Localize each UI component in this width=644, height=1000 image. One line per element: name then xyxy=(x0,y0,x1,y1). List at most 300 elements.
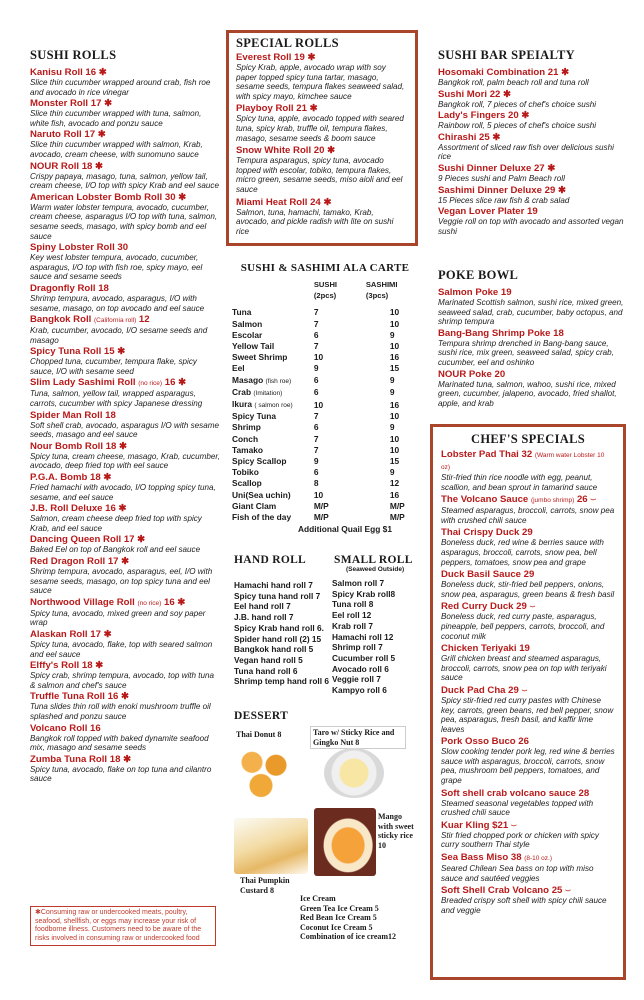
menu-item xyxy=(30,242,220,282)
taro-sticky-rice-label xyxy=(310,726,406,749)
menu-item-description: Shrimp tempura, avocado, asparagus, I/O with sesame, masago, on top avocado and eel sauce xyxy=(30,293,205,313)
menu-item-name xyxy=(236,145,408,156)
alacarte-item-title: Giant Clam xyxy=(232,500,277,511)
menu-item-description: Seared Chilean Sea bass on top with miso sauce and sautéed veggies xyxy=(441,864,594,883)
raw-warning-icon: ✱ xyxy=(98,67,107,78)
small-roll-item: Cucumber roll 5 xyxy=(332,652,396,663)
menu-item xyxy=(30,503,220,533)
hand-roll-item: J.B. hand roll 7 xyxy=(234,612,294,623)
alacarte-row xyxy=(232,445,418,456)
alacarte-row xyxy=(232,352,418,363)
chili-pepper-icon: ⌣ xyxy=(590,494,597,505)
item-title: Pork Osso Buco 26 xyxy=(441,736,529,748)
sushi-price: 8 xyxy=(313,478,319,489)
item-title: P.G.A. Bomb 18 xyxy=(30,472,101,484)
menu-item xyxy=(30,534,220,555)
alacarte-item-note: ( salmon roe) xyxy=(254,402,293,410)
item-title: Spiny Lobster Roll 30 xyxy=(30,242,129,254)
menu-item xyxy=(438,89,628,110)
menu-item-description: Spicy tuna, avocado, flake, top with seared salmon and eel sauce xyxy=(30,639,213,659)
item-title: Soft shell crab volcano sauce 28 xyxy=(441,787,590,799)
section-title: SUSHI ROLLS xyxy=(30,48,117,62)
item-price: 12 xyxy=(138,314,150,326)
menu-item-name xyxy=(438,67,628,78)
menu-item-description: Salmon, tuna, hamachi, tamako, Krab, avocado, and pickle radish with lite on sushi rice xyxy=(236,207,394,236)
menu-item-description: Boneless duck, red curry paste, asparagus, pineapple, bell peppers, carrots, broccoli, and coconut milk xyxy=(441,612,605,641)
menu-item-name xyxy=(30,534,220,545)
menu-item-description: Steamed seasonal vegetables topped with crushed chili sauce xyxy=(441,798,594,818)
mango-sticky-rice-label xyxy=(378,812,418,850)
sashimi-price: 9 xyxy=(389,329,395,340)
alacarte-item-name xyxy=(232,501,314,512)
alacarte-item-name xyxy=(232,363,314,374)
menu-item-name xyxy=(438,89,628,100)
item-title: Slim Lady Sashimi Roll xyxy=(30,377,136,389)
menu-item-name xyxy=(30,67,220,78)
item-note: (jumbo shrimp) xyxy=(530,497,575,505)
item-title: Miami Heat Roll 24 xyxy=(236,196,321,208)
sashimi-price: 10 xyxy=(389,444,400,455)
menu-item xyxy=(30,472,220,502)
menu-item-description: Baked Eel on top of Bangkok roll and eel sauce xyxy=(30,545,201,555)
small-roll-item: Veggie roll 7 xyxy=(332,674,381,685)
menu-item-name xyxy=(30,556,220,567)
hand-roll-item: Tuna hand roll 6 xyxy=(234,665,298,676)
menu-item-description: Boneless duck, stir-fried bell peppers, onions, snow pea, asparagus, green beans & fresh basil xyxy=(441,580,615,599)
mango-label-text: Mango with sweet sticky rice 10 xyxy=(378,812,414,850)
sushi-price: 10 xyxy=(313,352,324,363)
menu-item-name xyxy=(30,242,220,253)
section-title: SMALL ROLL xyxy=(334,554,413,566)
item-title: Monster Roll 17 xyxy=(30,98,102,110)
menu-item xyxy=(441,736,615,785)
item-title: Everest Roll 19 xyxy=(236,52,305,63)
menu-item-name xyxy=(30,377,220,389)
menu-item xyxy=(30,314,220,345)
menu-item-name xyxy=(441,820,615,831)
alacarte-item-title: Spicy Tuna xyxy=(232,411,277,422)
alacarte-item-title: Uni(Sea uchin) xyxy=(232,489,291,500)
dessert-title: DESSERT xyxy=(234,710,289,722)
item-title: NOUR Roll 18 xyxy=(30,160,93,172)
section-title: HAND ROLL xyxy=(234,554,307,566)
item-title: Truffle Tuna Roll 16 xyxy=(30,691,119,703)
item-title: Lady's Fingers 20 xyxy=(438,110,519,122)
item-title: Kanisu Roll 16 xyxy=(30,67,97,78)
pumpkin-label-text: Thai Pumpkin Custard 8 xyxy=(240,876,290,895)
small-roll-item: Krab roll 7 xyxy=(332,620,374,631)
small-roll-item: Kampyo roll 6 xyxy=(332,685,387,696)
menu-item-description: Spicy tuna, avocado, flake on top tuna and cilantro sauce xyxy=(30,764,212,784)
menu-item-description: Soft shell crab, avocado, asparagus I/O with sesame seeds, masago and eel sauce xyxy=(30,420,219,440)
menu-item-name xyxy=(441,736,615,747)
raw-warning-icon: ✱ xyxy=(177,596,186,608)
menu-item-description: Marinated tuna, salmon, wahoo, sushi rice, mixed green, cucumber, jalapeno, avocado, fried shallot, apple, and krab xyxy=(438,379,617,408)
sashimi-price: M/P xyxy=(389,500,405,511)
alacarte-item-name xyxy=(232,445,314,456)
sashimi-price: 10 xyxy=(389,307,400,318)
menu-item-name xyxy=(30,98,220,109)
sushi-price: 6 xyxy=(313,422,319,433)
sashimi-price: 15 xyxy=(389,456,400,467)
item-note: (no rice) xyxy=(137,599,162,607)
menu-item xyxy=(30,161,220,191)
item-title: Spicy Tuna Roll 15 xyxy=(30,346,115,358)
hand-roll-item: Bangkok hand roll 5 xyxy=(234,644,314,655)
small-roll-item: Salmon roll 7 xyxy=(332,578,385,588)
menu-item-name xyxy=(438,110,628,121)
poke-bowl-list xyxy=(438,287,628,408)
menu-item-description: Slice thin cucumber wrapped with salmon, Krab, avocado, cream cheese, with sunomuno sauce xyxy=(30,140,203,159)
item-title: Vegan Lover Plater 19 xyxy=(438,206,538,218)
sushi-price: 6 xyxy=(313,329,319,340)
menu-item-description: Warm water lobster tempura, avocado, cucumber, cream cheese, asparagus I/O top with tuna, salmon, sesame seeds, masago, with spicy bomb and eel sauce xyxy=(30,202,218,241)
raw-warning-icon: ✱ xyxy=(104,98,113,110)
menu-item-description: Tuna, salmon, yellow tail, wrapped asparagus, carrots, cucumber with spicy Japanese dressing xyxy=(30,389,203,409)
chili-pepper-icon: ⌣ xyxy=(510,819,517,830)
raw-warning-icon: ✱ xyxy=(521,110,530,122)
small-roll-item: Tuna roll 8 xyxy=(332,599,374,610)
menu-item-description: Assortment of sliced raw fish over delicious sushi rice xyxy=(438,142,614,162)
menu-item xyxy=(30,556,220,596)
menu-item-name xyxy=(30,129,220,140)
item-title: Nour Bomb Roll 18 xyxy=(30,440,117,452)
hand-roll-item: Vegan hand roll 5 xyxy=(234,654,303,665)
menu-item-name xyxy=(441,449,615,473)
item-title: Zumba Tuna Roll 18 xyxy=(30,753,121,765)
menu-item-name xyxy=(441,788,615,799)
alacarte-row xyxy=(232,411,418,422)
item-title: Sashimi Dinner Deluxe 29 xyxy=(438,184,556,196)
alacarte-item-title: Scallop xyxy=(232,478,262,489)
sushi-price: 6 xyxy=(313,387,319,398)
raw-warning-icon: ✱ xyxy=(309,103,318,115)
sashimi-price: 16 xyxy=(389,399,400,410)
alacarte-item-name xyxy=(232,330,314,341)
menu-item-description: Bangkok roll, palm beach roll and tuna roll xyxy=(438,78,589,87)
item-title: Spider Man Roll 18 xyxy=(30,409,116,421)
menu-item-name xyxy=(438,185,628,196)
item-price: 26 xyxy=(576,494,588,506)
ice-cream-item: Combination of ice cream12 xyxy=(300,932,397,941)
item-title: Duck Basil Sauce 29 xyxy=(441,569,535,581)
item-title: Soft Shell Crab Volcano 25 xyxy=(441,885,563,897)
menu-item xyxy=(441,685,615,734)
menu-item-name xyxy=(30,503,220,514)
alacarte-row xyxy=(232,399,418,411)
item-title: Kuar Kling $21 xyxy=(441,819,509,831)
special-rolls-box xyxy=(226,30,418,246)
menu-item xyxy=(30,441,220,471)
sushi-bar-list xyxy=(438,67,628,236)
menu-item-name xyxy=(438,328,628,339)
raw-warning-icon: ✱ xyxy=(95,160,104,172)
small-roll-item: Eel roll 12 xyxy=(332,610,372,621)
item-note: (California roll) xyxy=(93,317,137,325)
item-title: Playboy Roll 21 xyxy=(236,103,307,115)
menu-item-name xyxy=(441,852,615,864)
item-title: Volcano Roll 16 xyxy=(30,722,101,734)
alacarte-item-name xyxy=(232,387,314,399)
menu-item-name xyxy=(30,283,220,294)
menu-item-description: Spicy tuna, avocado, mixed green and soy paper wrap xyxy=(30,608,206,628)
small-roll-item: Hamachi roll 12 xyxy=(332,631,394,642)
raw-warning-icon: ✱ xyxy=(307,52,316,63)
alacarte-row xyxy=(232,478,418,489)
alacarte-row xyxy=(232,375,418,387)
alacarte-item-name xyxy=(232,478,314,489)
alacarte-item-title: Conch xyxy=(232,433,259,444)
menu-item xyxy=(441,820,615,850)
item-title: Red Dragon Roll 17 xyxy=(30,556,119,567)
alacarte-item-title: Spicy Scallop xyxy=(232,456,287,467)
item-title: Northwood Village Roll xyxy=(30,596,135,608)
menu-item-description: Spicy Krab, apple, avocado wrap with soy paper topped spicy tuna tartar, masago, sesame seeds, tempura flakes seaweed salad, with spicy mayo, kimchee sauce xyxy=(236,63,405,101)
sushi-price: 9 xyxy=(313,456,319,467)
menu-item xyxy=(236,197,408,237)
hand-roll-item: Spicy tuna hand roll 7 xyxy=(234,590,321,601)
alacarte-row xyxy=(232,422,418,433)
menu-item xyxy=(30,192,220,241)
poke-bowl-section xyxy=(438,268,628,409)
menu-item xyxy=(30,723,220,753)
hand-roll-item: Spider hand roll (2) 15 xyxy=(234,633,322,644)
menu-item xyxy=(30,346,220,376)
menu-item-name xyxy=(30,629,220,640)
menu-item xyxy=(441,885,615,915)
menu-item xyxy=(30,597,220,628)
sashimi-price: M/P xyxy=(389,512,405,523)
menu-item-name xyxy=(441,885,615,896)
menu-item xyxy=(438,328,628,368)
raw-warning-icon: ✱ xyxy=(327,145,336,157)
menu-item xyxy=(438,206,628,236)
sushi-price: 10 xyxy=(313,489,324,500)
raw-warning-icon: ✱ xyxy=(178,191,187,203)
menu-item xyxy=(30,754,220,784)
alacarte-row xyxy=(232,330,418,341)
menu-item xyxy=(438,287,628,327)
sashimi-price: 9 xyxy=(389,422,395,433)
ice-cream-item: Red Bean Ice Cream 5 xyxy=(300,913,377,922)
raw-food-disclaimer xyxy=(30,906,216,946)
pumpkin-custard-label xyxy=(240,876,300,895)
alacarte-row xyxy=(232,456,418,467)
thai-donut-label: Thai Donut 8 xyxy=(236,730,282,739)
sashimi-price: 15 xyxy=(389,363,400,374)
menu-item-description: Crispy papaya, masago, tuna, salmon, yellow tail, cream cheese, I/O top with spicy Krab and eel sauce xyxy=(30,171,219,191)
section-title: SUSHI & SASHIMI ALA CARTE xyxy=(240,262,410,274)
menu-item xyxy=(441,788,615,818)
item-note: (Warm water Lobster 10 oz) xyxy=(441,452,605,471)
item-title: J.B. Roll Deluxe 16 xyxy=(30,503,116,515)
sashimi-price: 9 xyxy=(389,375,395,386)
menu-item-name xyxy=(438,132,628,143)
menu-item-description: Spicy tuna, apple, avocado topped with seared tuna, spicy krab, truffle oil, tempura flakes, masago, sesame seeds & boom sauce xyxy=(236,114,404,143)
menu-item-name xyxy=(438,163,628,174)
sushi-bar-section xyxy=(438,48,628,237)
menu-item-name xyxy=(30,754,220,765)
alacarte-item-name xyxy=(232,352,314,363)
hand-roll-section xyxy=(234,554,334,687)
menu-item-name xyxy=(30,691,220,702)
menu-item-description: Salmon, cream cheese deep fried top with spicy Krab, and eel sauce xyxy=(30,514,202,533)
menu-item-name xyxy=(441,643,615,654)
hand-roll-item: Eel hand roll 7 xyxy=(234,601,291,612)
menu-item xyxy=(441,527,615,567)
menu-item-description: Breaded crispy soft shell with spicy chili sauce and veggie xyxy=(441,896,607,915)
menu-item-description: Stir-fried thin rice noodle with egg, peanut, scallion, and bean sprout in tamarind sauce xyxy=(441,473,598,492)
menu-item xyxy=(30,129,220,159)
alacarte-item-note: (fish roe) xyxy=(265,377,292,385)
raw-warning-icon: ✱ xyxy=(137,534,146,546)
menu-item-description: Chopped tuna, cucumber, tempura flake, spicy sauce, I/O with sesame seed xyxy=(30,357,197,376)
sashimi-price: 10 xyxy=(389,411,400,422)
sashimi-price: 9 xyxy=(389,387,395,398)
menu-item xyxy=(441,494,615,525)
sushi-price: 7 xyxy=(313,444,319,455)
alacarte-item-title: Tuna xyxy=(232,307,252,318)
sashimi-price: 10 xyxy=(389,341,400,352)
quail-egg-addon: Additional Quail Egg $1 xyxy=(298,524,392,535)
menu-item-name xyxy=(236,197,408,208)
menu-item xyxy=(441,852,615,883)
menu-item xyxy=(30,410,220,440)
menu-item xyxy=(236,103,408,143)
menu-item xyxy=(30,691,220,721)
raw-warning-icon: ✱ xyxy=(557,184,567,196)
chefs-specials-list xyxy=(441,449,615,915)
item-title: Hosomaki Combination 21 xyxy=(438,67,559,78)
menu-item xyxy=(30,67,220,97)
raw-warning-icon: ✱ xyxy=(117,346,126,358)
sushi-rolls-section xyxy=(30,48,220,785)
menu-item-description: Slice thin cucumber wrapped with tuna, salmon, white fish, avocado and ponzu sauce xyxy=(30,109,202,128)
raw-warning-icon: ✱ xyxy=(123,753,132,765)
menu-item xyxy=(236,145,408,194)
menu-item xyxy=(236,52,408,101)
menu-item-name xyxy=(441,685,615,696)
raw-warning-icon: ✱ xyxy=(103,628,112,640)
alacarte-item-title: Tobiko xyxy=(232,467,259,478)
menu-item-description: Bangkok roll topped with baked dynamite seafood mix, masago and sesame seeds xyxy=(30,733,209,753)
alacarte-item-name xyxy=(232,411,314,422)
chili-pepper-icon: ⌣ xyxy=(565,885,571,896)
section-title: POKE BOWL xyxy=(438,268,519,282)
menu-item-description: Tuna slides thin roll with enoki mushroom truffle oil splashed and ponzu sauce xyxy=(30,702,211,721)
item-title: Alaskan Roll 17 xyxy=(30,628,101,640)
menu-item-description: Slice thin cucumber wrapped around crab, fish roe and avocado in rice vinegar xyxy=(30,78,211,97)
menu-item-description: Slow cooking tender pork leg, red wine & berries sauce with asparagus, broccoli, carrots, snow pea, mushroom bell peppers, tomatoes, and grape xyxy=(441,747,615,786)
menu-item-description: Bangkok roll, 7 pieces of chef's choice sushi xyxy=(438,99,597,109)
alacarte-item-name xyxy=(232,512,314,523)
sushi-price: 6 xyxy=(313,375,319,386)
raw-warning-icon: ✱ xyxy=(97,129,106,141)
menu-item-name xyxy=(30,192,220,203)
chili-pepper-icon: ⌣ xyxy=(521,684,528,695)
sashimi-price: 10 xyxy=(389,433,400,444)
alacarte-item-title: Escolar xyxy=(232,329,263,340)
menu-item-name xyxy=(30,346,220,357)
menu-item xyxy=(441,601,615,641)
menu-item-name xyxy=(438,206,628,217)
raw-warning-icon: ✱ xyxy=(121,556,130,567)
item-title: The Volcano Sauce xyxy=(441,494,529,506)
menu-item xyxy=(438,132,628,162)
raw-warning-icon: ✱ xyxy=(119,440,128,452)
special-rolls-list xyxy=(236,52,408,236)
raw-warning-icon: ✱ xyxy=(178,377,187,389)
menu-item-name xyxy=(30,472,220,483)
disclaimer-text: ✱Consuming raw or undercooked meats, poultry, seafood, shellfish, or eggs may increase your risk of foodborne illness. Customers need to be aware of the risks involved in consuming raw or undercooked food xyxy=(35,909,202,942)
menu-item xyxy=(30,98,220,128)
menu-item-description: Shrimp tempura, avocado, asparagus, eel, I/O with sesame seeds, masago, on top spicy tuna and eel sauce xyxy=(30,567,213,596)
item-title: Chirashi 25 xyxy=(438,131,490,143)
alacarte-item-note: (Imitation) xyxy=(253,389,283,397)
menu-item-description: Spicy tuna, cream cheese, masago, Krab, cucumber, avocado, deep fried top with eel sauce xyxy=(30,451,220,471)
sushi-price: 7 xyxy=(313,433,319,444)
menu-item-description: Krab, cucumber, avocado, I/O sesame seeds and masago xyxy=(30,326,208,345)
alacarte-row xyxy=(232,490,418,501)
menu-item-name xyxy=(441,569,615,580)
alacarte-row xyxy=(232,341,418,352)
mango-sticky-rice-photo xyxy=(314,808,376,876)
item-price: 16 xyxy=(164,377,176,389)
item-title: Thai Crispy Duck 29 xyxy=(441,527,533,539)
alacarte-item-name xyxy=(232,434,314,445)
menu-item-name xyxy=(30,314,220,326)
alacarte-item-title: Yellow Tail xyxy=(232,341,275,352)
alacarte-table xyxy=(232,279,418,523)
sushi-rolls-list xyxy=(30,67,220,784)
menu-item-name xyxy=(441,601,615,612)
menu-item xyxy=(30,629,220,659)
item-title: NOUR Poke 20 xyxy=(438,368,506,380)
section-title: SPECIAL ROLLS xyxy=(236,36,339,50)
menu-item-description: Rainbow roll, 5 pieces of chef's choice sushi xyxy=(438,121,597,131)
alacarte-item-title: Sweet Shrimp xyxy=(232,352,288,363)
menu-item-description: Fried hamachi with avocado, I/O topping spicy tuna, sesame, and eel sauce xyxy=(30,483,216,502)
menu-item xyxy=(441,569,615,599)
taro-label-text: Taro w/ Sticky Rice and Gingko Nut 8 xyxy=(313,728,395,747)
alacarte-item-title: Shrimp xyxy=(232,422,261,433)
sashimi-price: 10 xyxy=(389,318,400,329)
taro-sticky-rice-photo xyxy=(324,748,384,798)
ice-cream-item: Coconut Ice Cream 5 xyxy=(300,922,373,932)
sushi-price: 7 xyxy=(313,318,319,329)
sashimi-price: 9 xyxy=(389,467,395,478)
alacarte-item-title: Salmon xyxy=(232,318,263,329)
menu-item-name xyxy=(236,52,408,63)
chefs-specials-box xyxy=(430,424,626,980)
alacarte-row xyxy=(232,319,418,330)
item-title: Salmon Poke 19 xyxy=(438,287,512,298)
menu-item-name xyxy=(30,161,220,172)
menu-item xyxy=(30,660,220,690)
small-roll-subtitle: (Seaweed Outside) xyxy=(346,566,405,573)
alacarte-row xyxy=(232,501,418,512)
item-price: 16 xyxy=(164,596,175,608)
item-title: Sushi Mori 22 xyxy=(438,88,501,100)
menu-item xyxy=(441,449,615,492)
menu-item-description: Boneless duck, red wine & berries sauce with asparagus, broccoli, carrots, snow pea, bell peppers, tomatoes, snow pea and grape xyxy=(441,538,604,567)
menu-item-description: Spicy stir-fried red curry pastes with Chinese key, carrots, green beans, red bell pepper, snow pea, asparagus, fresh basil, and kaffir lime leaves xyxy=(441,695,614,734)
item-title: Bang-Bang Shrimp Poke 18 xyxy=(438,327,564,339)
menu-item-description: Steamed asparagus, broccoli, carrots, snow pea with crushed chili sauce xyxy=(441,506,615,525)
alacarte-row xyxy=(232,467,418,478)
alacarte-item-name xyxy=(232,456,314,467)
hand-roll-item: Shrimp temp hand roll 6 xyxy=(234,676,329,687)
